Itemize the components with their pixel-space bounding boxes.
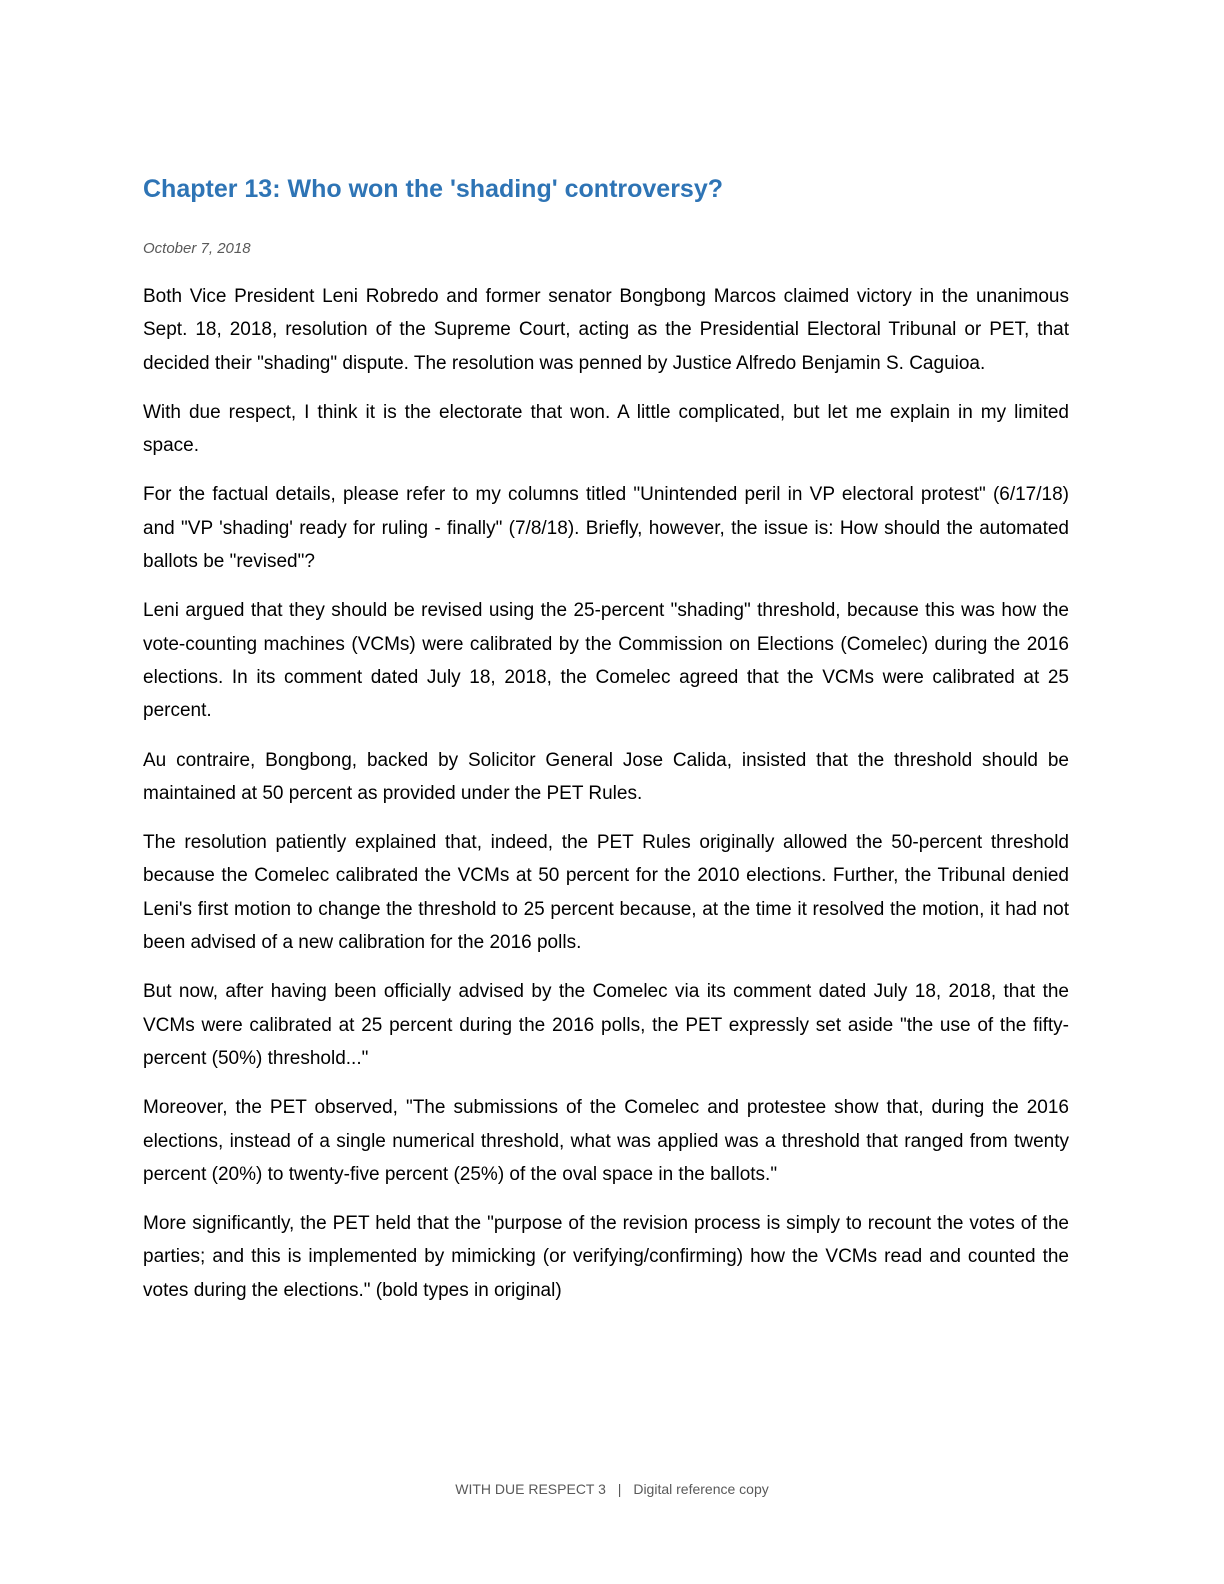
body-paragraph-4: Leni argued that they should be revised using the 25-percent "shading" threshold, because this was how the vote-counting machines (VCMs) were calibrated by the Commission on Elections (Comelec) during the 2016 elections. In its comment dated July 18, 2018, the Comelec agreed that the VCMs were calibrated at 25 percent. <box>143 600 1069 722</box>
footer-book-page: WITH DUE RESPECT 3 <box>455 1481 606 1497</box>
body-paragraph-7: But now, after having been officially advised by the Comelec via its comment dated July 18, 2018, that the VCMs were calibrated at 25 percent during the 2016 polls, the PET expressly set aside "the use of the fifty-percent (50%) threshold..." <box>143 981 1069 1069</box>
body-paragraph-9: More significantly, the PET held that the "purpose of the revision process is simply to recount the votes of the parties; and this is implemented by mimicking (or verifying/confirming) how the VCMs read and counted the votes during the elections." (bold types in original) <box>143 1213 1069 1301</box>
footer-separator: | <box>617 1481 622 1497</box>
chapter-title: Chapter 13: Who won the 'shading' controversy? <box>143 175 724 203</box>
document-page <box>143 170 1069 1323</box>
footer-copy-note: Digital reference copy <box>633 1481 769 1497</box>
body-paragraph-3: For the factual details, please refer to my columns titled "Unintended peril in VP electoral protest" (6/17/18) and "VP 'shading' ready for ruling - finally" (7/8/18). Briefly, however, the issue is: How should the automated ballots be "revised"? <box>143 484 1069 573</box>
body-paragraph-6: The resolution patiently explained that, indeed, the PET Rules originally allowed the 50-percent threshold because the Comelec calibrated the VCMs at 50 percent for the 2010 elections. Further, the Tribunal denied Leni's first motion to change the threshold to 25 percent because, at the time it resolved the motion, it had not been advised of a new calibration for the 2016 polls. <box>143 832 1069 954</box>
body-paragraph-1: Both Vice President Leni Robredo and former senator Bongbong Marcos claimed victory in the unanimous Sept. 18, 2018, resolution of the Supreme Court, acting as the Presidential Electoral Tribunal or PET, that decided their "shading" dispute. The resolution was penned by Justice Alfredo Benjamin S. Caguioa. <box>143 286 1069 374</box>
body-paragraph-8: Moreover, the PET observed, "The submissions of the Comelec and protestee show that, during the 2016 elections, instead of a single numerical threshold, what was applied was a threshold that ranged from twenty percent (20%) to twenty-five percent (25%) of the oval space in the ballots." <box>143 1097 1069 1185</box>
chapter-date: October 7, 2018 <box>143 240 251 257</box>
body-paragraph-5: Au contraire, Bongbong, backed by Solicitor General Jose Calida, insisted that the threshold should be maintained at 50 percent as provided under the PET Rules. <box>143 749 1069 804</box>
page-footer <box>0 1478 1224 1500</box>
body-paragraph-2: With due respect, I think it is the electorate that won. A little complicated, but let me explain in my limited space. <box>143 401 1069 457</box>
